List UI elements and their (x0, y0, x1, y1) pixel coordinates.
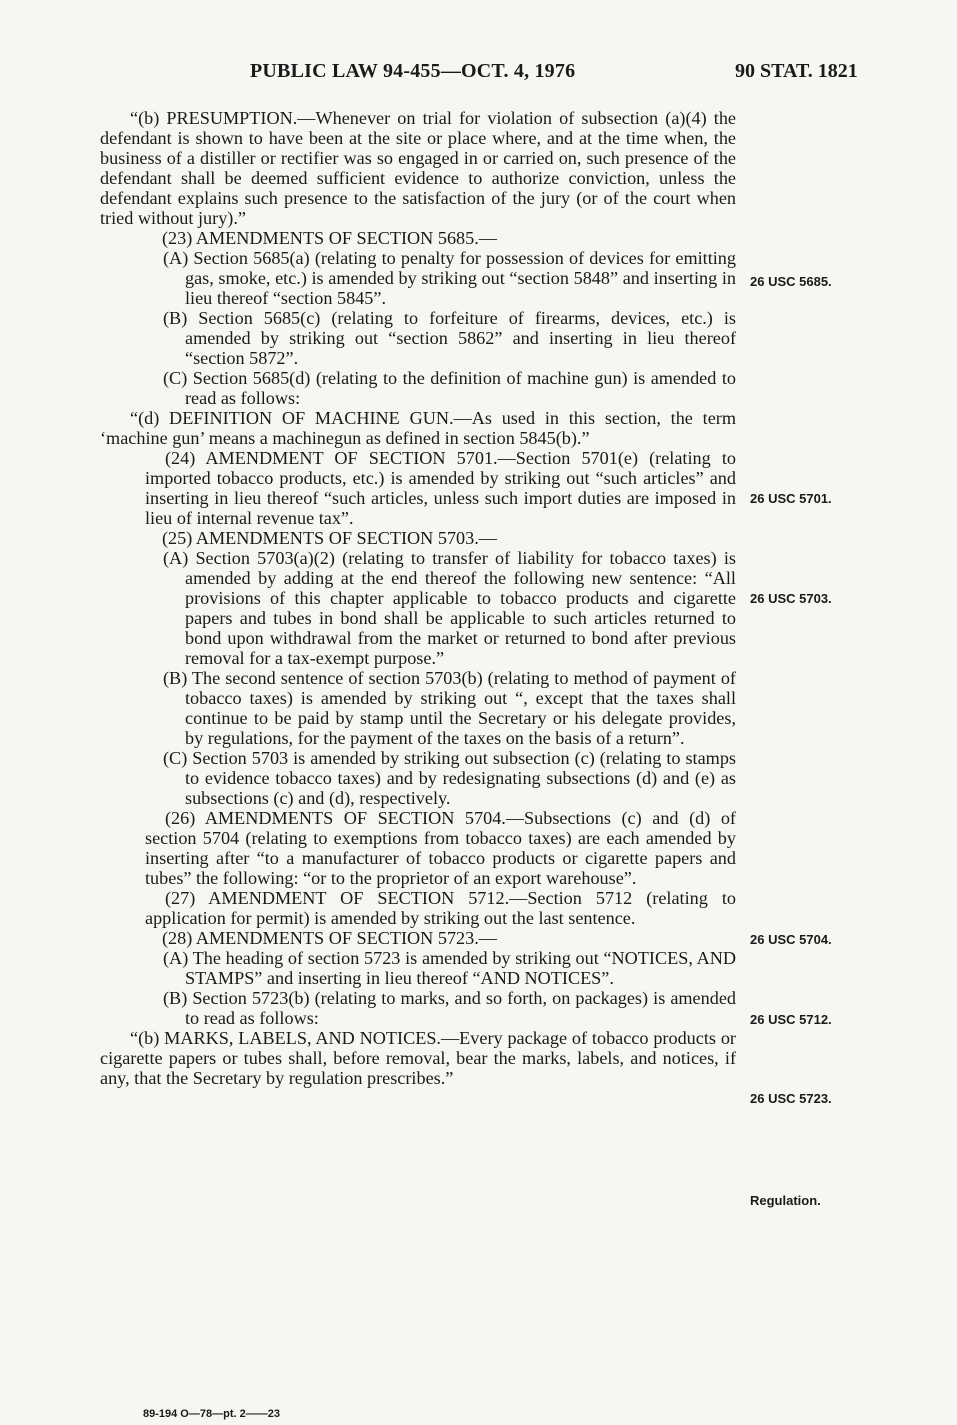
paragraph-28b: (B) Section 5723(b) (relating to marks, and so forth, on packages) is amended to read as follows: (163, 988, 736, 1028)
margin-note-26-usc-5685: 26 USC 5685. (750, 274, 832, 289)
margin-note-26-usc-5712: 26 USC 5712. (750, 1012, 832, 1027)
body-text (100, 108, 736, 1088)
paragraph-23c: (C) Section 5685(d) (relating to the definition of machine gun) is amended to read as follows: (163, 368, 736, 408)
paragraph-23a: (A) Section 5685(a) (relating to penalty for possession of devices for emitting gas, smoke, etc.) is amended by striking out “section 5848” and inserting in lieu thereof “section 5845”. (163, 248, 736, 308)
paragraph-23b: (B) Section 5685(c) (relating to forfeiture of firearms, devices, etc.) is amended by striking out “section 5862” and inserting in lieu thereof “section 5872”. (163, 308, 736, 368)
paragraph-25a: (A) Section 5703(a)(2) (relating to transfer of liability for tobacco taxes) is amended by adding at the end thereof the following new sentence: “All provisions of this chapter applicable to tobacco products and cigarette papers and tubes in bond shall be applicable to such articles returned to bond upon withdrawal from the market or returned to bond after previous removal for a tax-exempt purpose.” (163, 548, 736, 668)
paragraph-26: (26) AMENDMENTS OF SECTION 5704.—Subsections (c) and (d) of section 5704 (relating to exemptions from tobacco taxes) are each amended by inserting after “to a manufacturer of tobacco products or cigarette papers and tubes” the following: “or to the proprietor of an export warehouse”. (145, 808, 736, 888)
paragraph-25c: (C) Section 5703 is amended by striking out subsection (c) (relating to stamps to evidence tobacco taxes) and by redesignating subsections (d) and (e) as subsections (c) and (d), respectively. (163, 748, 736, 808)
paragraph-25b: (B) The second sentence of section 5703(b) (relating to method of payment of tobacco taxes) is amended by striking out “, except that the taxes shall continue to be paid by stamp until the Secretary or his delegate provides, by regulations, for the payment of the taxes on the basis of a return”. (163, 668, 736, 748)
page-footer: 89-194 O—78—pt. 2——23 (143, 1408, 280, 1420)
margin-note-26-usc-5723: 26 USC 5723. (750, 1091, 832, 1106)
paragraph-presumption: “(b) PRESUMPTION.—Whenever on trial for violation of subsection (a)(4) the defendant is shown to have been at the site or place where, and at the time when, the business of a distiller or rectifier was so engaged in or carried on, such presence of the defendant shall be deemed sufficient evidence to authorize conviction, unless the defendant explains such presence to the satisfaction of the jury (or of the court when tried without jury).” (100, 108, 736, 228)
paragraph-28a: (A) The heading of section 5723 is amended by striking out “NOTICES, AND STAMPS” and inserting in lieu thereof “AND NOTICES”. (163, 948, 736, 988)
margin-note-26-usc-5701: 26 USC 5701. (750, 491, 832, 506)
paragraph-27: (27) AMENDMENT OF SECTION 5712.—Section 5712 (relating to application for permit) is amended by striking out the last sentence. (145, 888, 736, 928)
page-header-stat: 90 STAT. 1821 (735, 60, 858, 82)
paragraph-heading-28: (28) AMENDMENTS OF SECTION 5723.— (162, 928, 497, 948)
margin-note-26-usc-5704: 26 USC 5704. (750, 932, 832, 947)
margin-note-regulation: Regulation. (750, 1193, 821, 1208)
page-header-title: PUBLIC LAW 94-455—OCT. 4, 1976 (250, 60, 576, 82)
paragraph-heading-23: (23) AMENDMENTS OF SECTION 5685.— (162, 228, 497, 248)
paragraph-24: (24) AMENDMENT OF SECTION 5701.—Section 5701(e) (relating to imported tobacco products, etc.) is amended by striking out “such articles” and inserting in lieu thereof “such articles, unless such import duties are imposed in lieu of internal revenue tax”. (145, 448, 736, 528)
paragraph-heading-25: (25) AMENDMENTS OF SECTION 5703.— (162, 528, 497, 548)
paragraph-marks-labels-notices: “(b) MARKS, LABELS, AND NOTICES.—Every package of tobacco products or cigarette papers or tubes shall, before removal, bear the marks, labels, and notices, if any, that the Secretary by regulation prescribes.” (100, 1028, 736, 1088)
paragraph-definition-machine-gun: “(d) DEFINITION OF MACHINE GUN.—As used in this section, the term ‘machine gun’ means a machinegun as defined in section 5845(b).” (100, 408, 736, 448)
margin-note-26-usc-5703: 26 USC 5703. (750, 591, 832, 606)
